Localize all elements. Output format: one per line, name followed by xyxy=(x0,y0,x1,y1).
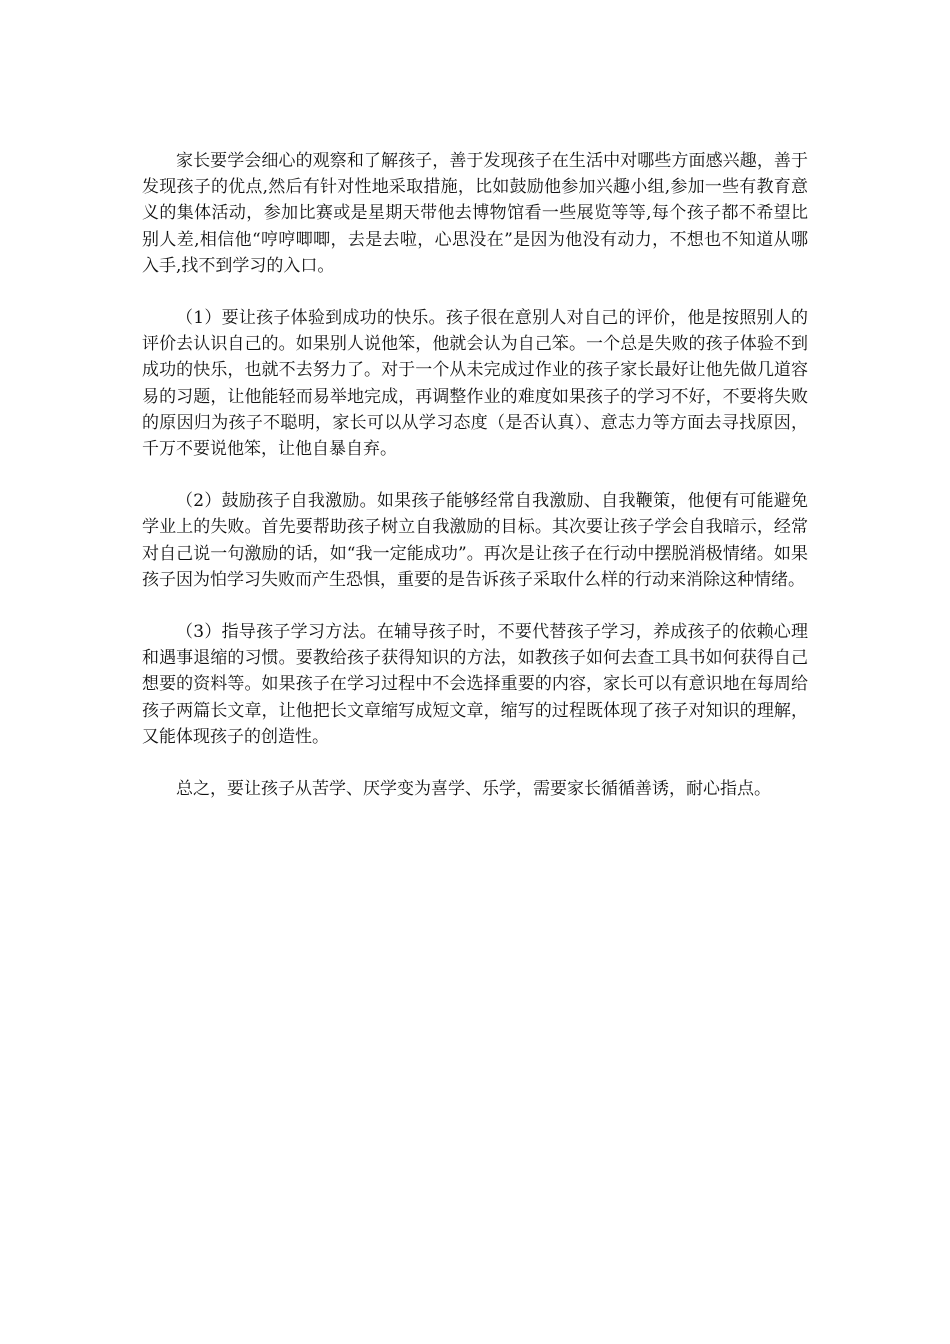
paragraph-intro: 家长要学会细心的观察和了解孩子，善于发现孩子在生活中对哪些方面感兴趣，善于发现孩子的优点,然后有针对性地采取措施，比如鼓励他参加兴趣小组,参加一些有教育意义的集体活动，参加比赛或是星期天带他去博物馆看一些展览等等,每个孩子都不希望比别人差,相信他“哼哼唧唧，去是去啦，心思没在”是因为他没有动力，不想也不知道从哪入手,找不到学习的入口。 xyxy=(142,151,808,276)
paragraph-conclusion: 总之，要让孩子从苦学、厌学变为喜学、乐学，需要家长循循善诱，耐心指点。 xyxy=(176,779,771,800)
paragraph-point-2: （2）鼓励孩子自我激励。如果孩子能够经常自我激励、自我鞭策，他便有可能避免学业上的失败。首先要帮助孩子树立自我激励的目标。其次要让孩子学会自我暗示，经常对自己说一句激励的话，如“我一定能成功”。再次是让孩子在行动中摆脱消极情绪。如果孩子因为怕学习失败而产生恐惧，重要的是告诉孩子采取什么样的行动来消除这种情绪。 xyxy=(142,491,808,590)
document-body xyxy=(142,148,808,828)
paragraph-point-1: （1）要让孩子体验到成功的快乐。孩子很在意别人对自己的评价，他是按照别人的评价去认识自己的。如果别人说他笨，他就会认为自己笨。一个总是失败的孩子体验不到成功的快乐，也就不去努力了。对于一个从未完成过作业的孩子家长最好让他先做几道容易的习题，让他能轻而易举地完成，再调整作业的难度如果孩子的学习不好，不要将失败的原因归为孩子不聪明，家长可以从学习态度（是否认真）、意志力等方面去寻找原因，千万不要说他笨，让他自暴自弃。 xyxy=(142,308,808,460)
paragraph-point-3: （3）指导孩子学习方法。在辅导孩子时，不要代替孩子学习，养成孩子的依赖心理和遇事退缩的习惯。要教给孩子获得知识的方法，如教孩子如何去查工具书如何获得自己想要的资料等。如果孩子在学习过程中不会选择重要的内容，家长可以有意识地在每周给孩子两篇长文章，让他把长文章缩写成短文章，缩写的过程既体现了孩子对知识的理解，又能体现孩子的创造性。 xyxy=(142,622,808,747)
